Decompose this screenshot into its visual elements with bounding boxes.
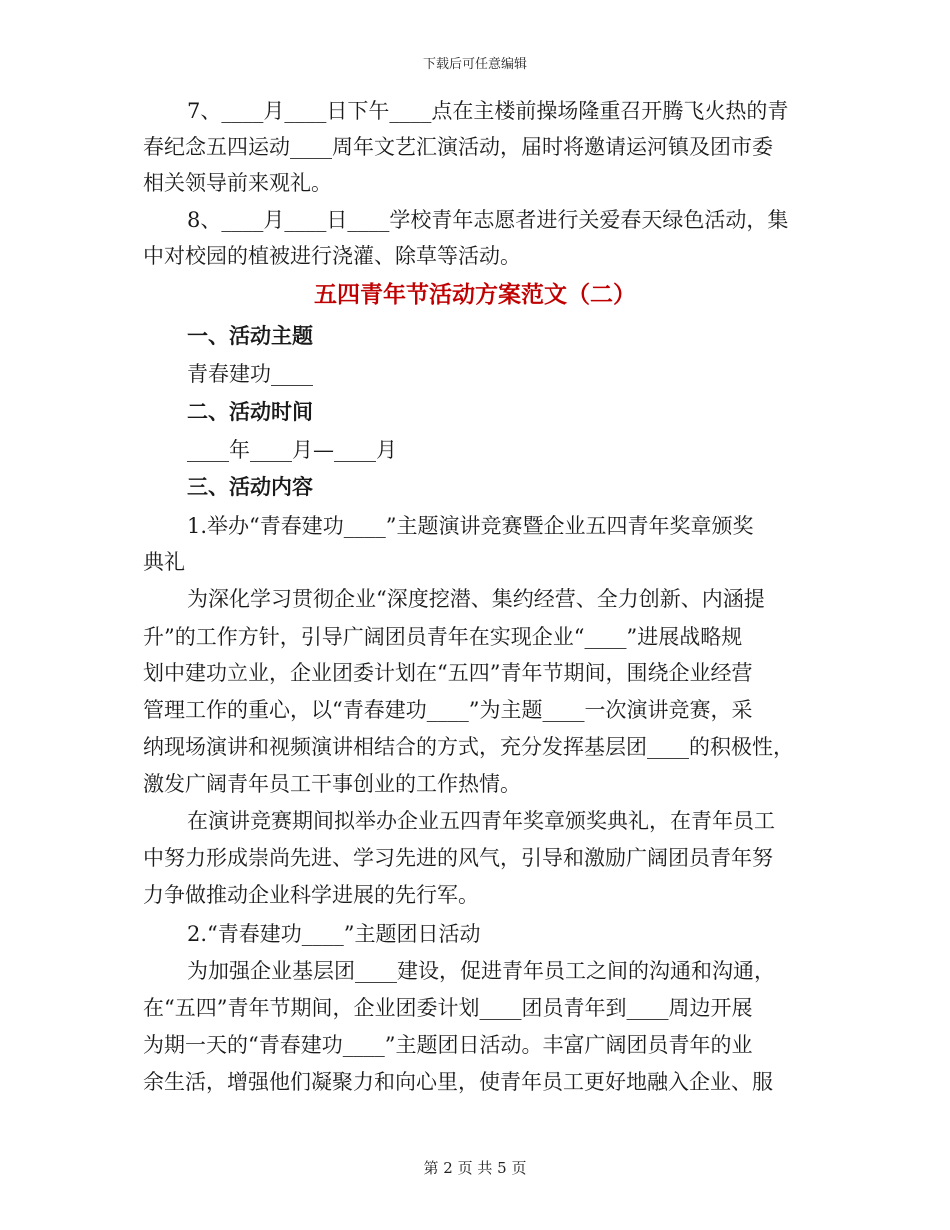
paragraph-line: 8、____月____日____学校青年志愿者进行关爱春天绿色活动，集 bbox=[187, 208, 789, 232]
paragraph-line: 管理工作的重心，以“青春建功____”为主题____一次演讲竞赛，采 bbox=[143, 698, 753, 722]
paragraph-line: 为期一天的“青春建功____”主题团日活动。丰富广阔团员青年的业 bbox=[143, 1033, 753, 1057]
section-heading: 一、活动主题 bbox=[187, 323, 313, 348]
paragraph-line: 相关领导前来观礼。 bbox=[143, 171, 332, 195]
paragraph-line: 1.举办“青春建功____”主题演讲竞赛暨企业五四青年奖章颁奖 bbox=[187, 514, 754, 538]
page-footer: 第 2 页 共 5 页 bbox=[423, 1159, 527, 1177]
paragraph-line: 余生活，增强他们凝聚力和向心里，使青年员工更好地融入企业、服 bbox=[143, 1070, 773, 1094]
paragraph-line: 纳现场演讲和视频演讲相结合的方式，充分发挥基层团____的积极性， bbox=[143, 735, 794, 759]
paragraph-line: 在演讲竞赛期间拟举办企业五四青年奖章颁奖典礼，在青年员工 bbox=[187, 809, 775, 833]
paragraph-line: 力争做推动企业科学进展的先行军。 bbox=[143, 883, 479, 907]
paragraph-line: 2.“青春建功____”主题团日活动 bbox=[187, 922, 481, 946]
paragraph-line: 升”的工作方针，引导广阔团员青年在实现企业“____”进展战略规 bbox=[143, 625, 743, 649]
paragraph-line: 中努力形成崇尚先进、学习先进的风气，引导和激励广阔团员青年努 bbox=[143, 846, 773, 870]
section-heading: 三、活动内容 bbox=[187, 474, 313, 499]
paragraph-line: 典礼 bbox=[143, 550, 185, 574]
paragraph-line: 在“五四”青年节期间，企业团委计划____团员青年到____周边开展 bbox=[143, 996, 753, 1020]
page-header: 下载后可任意编辑 bbox=[422, 57, 527, 72]
paragraph-line: 为深化学习贯彻企业“深度挖潜、集约经营、全力创新、内涵提 bbox=[187, 587, 765, 611]
paragraph-line: 青春建功____ bbox=[187, 362, 313, 386]
paragraph-line: 春纪念五四运动____周年文艺汇演活动，届时将邀请运河镇及团市委 bbox=[143, 135, 773, 159]
paragraph-line: ____年____月—____月 bbox=[187, 438, 397, 462]
paragraph-line: 划中建功立业，企业团委计划在“五四”青年节期间，围绕企业经营 bbox=[143, 661, 753, 685]
paragraph-line: 中对校园的植被进行浇灌、除草等活动。 bbox=[143, 244, 521, 268]
paragraph-line: 为加强企业基层团____建设，促进青年员工之间的沟通和沟通， bbox=[187, 959, 775, 983]
paragraph-line: 7、____月____日下午____点在主楼前操场隆重召开腾飞火热的青 bbox=[187, 99, 789, 123]
section-title: 五四青年节活动方案范文（二） bbox=[314, 281, 636, 308]
section-heading: 二、活动时间 bbox=[187, 399, 313, 424]
paragraph-line: 激发广阔青年员工干事创业的工作热情。 bbox=[143, 772, 521, 796]
